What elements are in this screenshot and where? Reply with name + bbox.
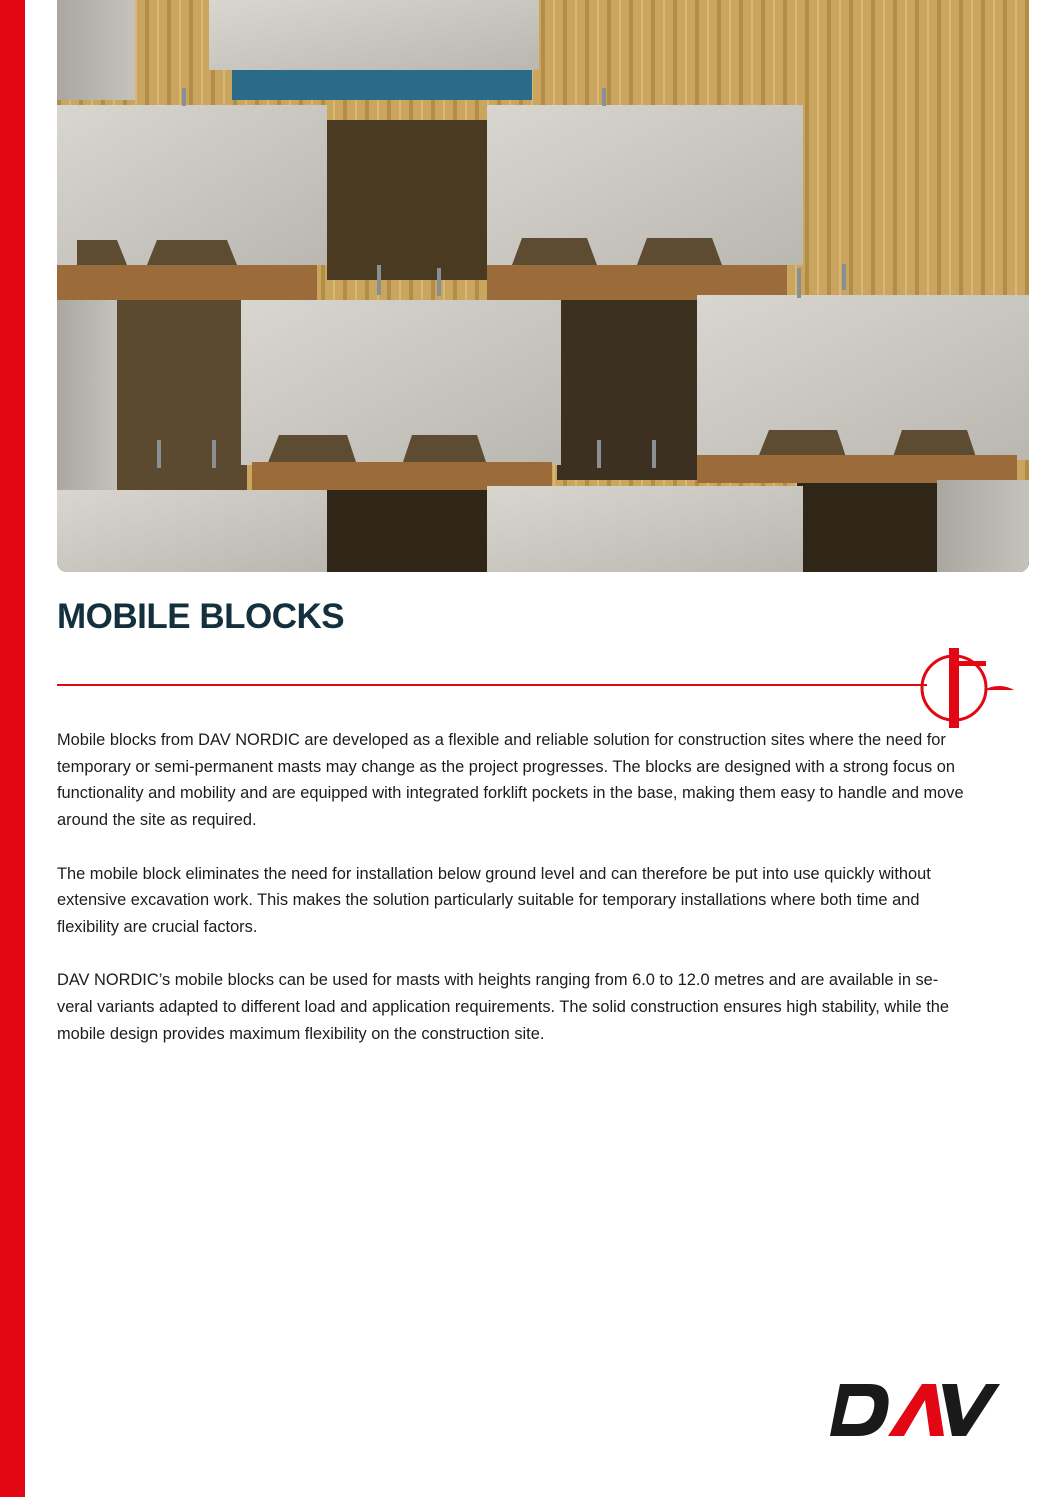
left-accent-bar	[0, 0, 25, 1497]
page-title: MOBILE BLOCKS	[57, 597, 345, 636]
body-text	[57, 727, 972, 1074]
dav-emblem-icon	[918, 648, 1018, 728]
paragraph-variants: DAV NORDIC’s mobile blocks can be used for masts with heights ranging from 6.0 to 12.0 metres and are available in se-veral variants adapted to different load and application requirements. The solid construction ensures high stability, while the mobile design provides maximum flexibility on the construction site.	[57, 971, 949, 1043]
dav-logo	[830, 1380, 1000, 1440]
hero-photo-concrete-blocks	[57, 0, 1029, 572]
paragraph-intro: Mobile blocks from DAV NORDIC are developed as a flexible and reliable solution for construction sites where the need for temporary or semi-permanent masts may change as the project progresses. The blocks are designed with a strong focus on functionality and mobility and are equipped with integrated forklift pockets in the base, making them easy to handle and move around the site as required.	[57, 731, 964, 830]
paragraph-installation: The mobile block eliminates the need for installation below ground level and can therefore be put into use quickly without extensive excavation work. This makes the solution particularly suitable for temporary installations where both time and flexibility are crucial factors.	[57, 864, 931, 936]
title-divider	[57, 684, 927, 686]
